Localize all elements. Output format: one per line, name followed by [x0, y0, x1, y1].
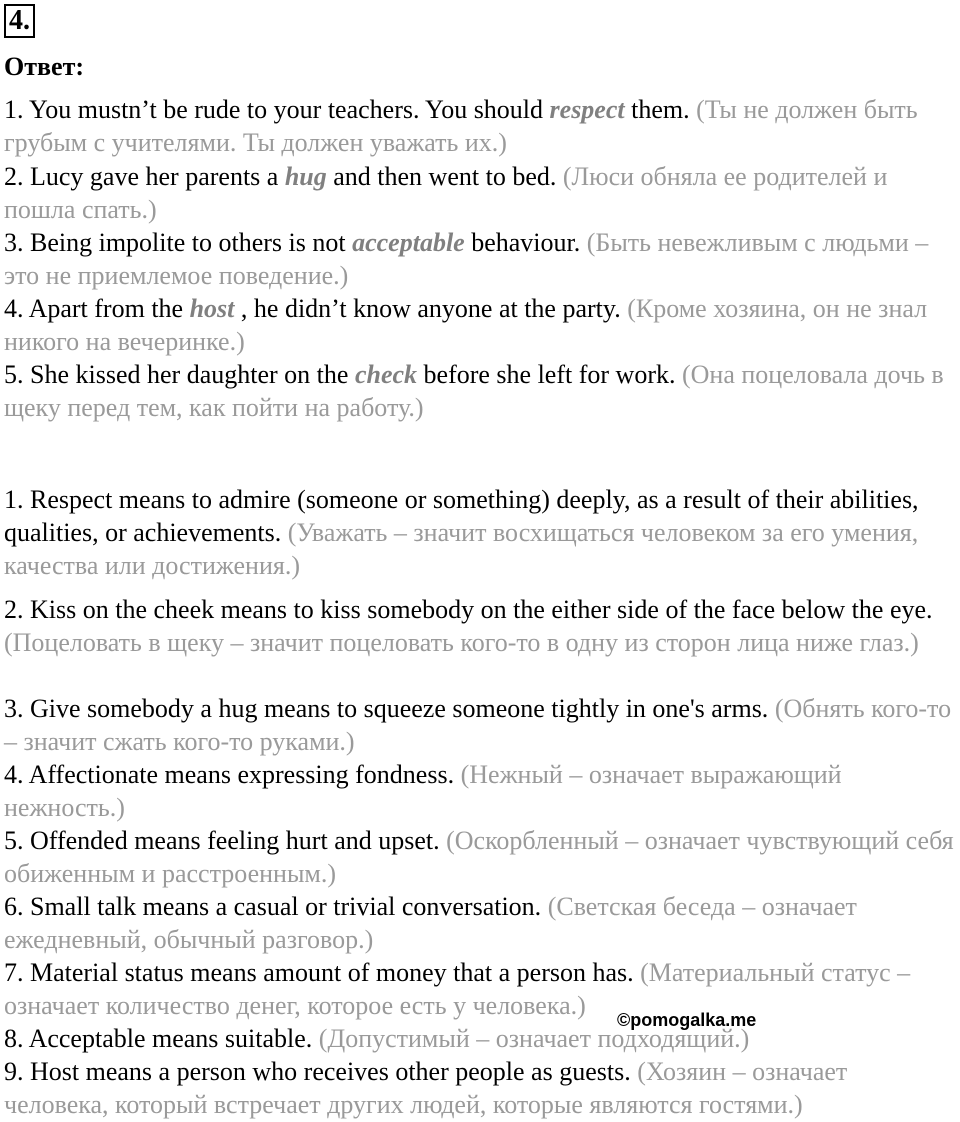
item-number: 8. [4, 1024, 24, 1053]
translation: (Хозяин – означает человека, который встречает других людей, которые являются гостями.) [4, 1057, 848, 1119]
translation: (Она поцеловала дочь в щеку перед тем, как пойти на работу.) [4, 360, 944, 422]
definition-text: Small talk means a casual or trivial conversation. [30, 892, 542, 921]
sentence-after: , he didn’t know anyone at the party. [234, 294, 621, 323]
task-number: 4. [4, 4, 35, 38]
definition-item [4, 483, 958, 582]
translation: (Нежный – означает выражающий нежность.) [4, 760, 842, 822]
sentence-after: before she left for work. [417, 360, 676, 389]
translation: (Люси обняла ее родителей и пошла спать.) [4, 162, 888, 224]
keyword: acceptable [352, 228, 465, 257]
sentence-before: She kissed her daughter on the [30, 360, 355, 389]
translation: (Оскорбленный – означает чувствующий себя обиженным и расстроенным.) [4, 826, 954, 888]
item-number: 7. [4, 958, 24, 987]
definition-text: Kiss on the cheek means to kiss somebody on the either side of the face below the eye. [30, 595, 933, 624]
sentence-item [4, 226, 958, 292]
translation: (Светская беседа – означает ежедневный, обычный разговор.) [4, 892, 857, 954]
keyword: check [354, 360, 418, 389]
item-number: 2. [4, 162, 24, 191]
item-number: 5. [4, 826, 24, 855]
item-number: 9. [4, 1057, 24, 1086]
item-number: 2. [4, 595, 24, 624]
watermark: ©pomogalka.me [617, 1010, 757, 1030]
definition-text: Acceptable means suitable. [28, 1024, 313, 1053]
definition-item [4, 1022, 958, 1055]
translation: (Допустимый – означает подходящий.) [318, 1024, 750, 1053]
sentence-before: Apart from the [28, 294, 190, 323]
item-number: 3. [4, 694, 24, 723]
item-number: 6. [4, 892, 24, 921]
definition-text: Give somebody a hug means to squeeze someone tightly in one's arms. [30, 694, 769, 723]
definition-item [4, 758, 958, 824]
translation: (Кроме хозяина, он не знал никого на вечеринке.) [4, 294, 928, 356]
sentence-item [4, 160, 958, 226]
sentence-after: them. [624, 95, 690, 124]
definition-item [4, 1055, 958, 1121]
translation: (Обнять кого-то – значит сжать кого-то руками.) [4, 694, 952, 756]
sentence-item [4, 358, 958, 424]
definition-item [4, 692, 958, 758]
definition-item [4, 593, 958, 659]
translation: (Поцеловать в щеку – значит поцеловать кого-то в одну из сторон лица ниже глаз.) [4, 628, 919, 657]
item-number: 5. [4, 360, 24, 389]
sentence-item [4, 292, 958, 358]
definition-text: Host means a person who receives other people as guests. [30, 1057, 631, 1086]
item-number: 1. [4, 95, 24, 124]
item-number: 3. [4, 228, 24, 257]
definition-text: Respect means to admire (someone or something) deeply, as a result of their abilities, qualities, or achievements. [4, 485, 919, 547]
translation: (Ты не должен быть грубым с учителями. Ты должен уважать их.) [4, 95, 918, 157]
definition-item [4, 824, 958, 890]
item-number: 4. [4, 760, 24, 789]
definition-text: Offended means feeling hurt and upset. [30, 826, 440, 855]
keyword: host [189, 294, 235, 323]
translation: (Уважать – значит восхищаться человеком за его умения, качества или достижения.) [4, 518, 919, 580]
item-number: 4. [4, 294, 24, 323]
item-number: 1. [4, 485, 24, 514]
sentence-item [4, 93, 958, 159]
definition-item [4, 890, 958, 956]
sentence-before: Lucy gave her parents a [30, 162, 285, 191]
sentence-before: You mustn’t be rude to your teachers. You should [29, 95, 550, 124]
translation: (Быть невежливым с людьми – это не приемлемое поведение.) [4, 228, 929, 290]
sentence-after: behaviour. [464, 228, 581, 257]
sentence-after: and then went to bed. [326, 162, 557, 191]
keyword: respect [549, 95, 625, 124]
translation: (Материальный статус – означает количество денег, которое есть у человека.) [4, 958, 911, 1020]
definition-item [4, 956, 958, 1022]
definition-text: Material status means amount of money that a person has. [30, 958, 634, 987]
keyword: hug [284, 162, 327, 191]
sentence-before: Being impolite to others is not [30, 228, 353, 257]
definition-text: Affectionate means expressing fondness. [28, 760, 455, 789]
answer-label: Ответ: [4, 52, 85, 81]
